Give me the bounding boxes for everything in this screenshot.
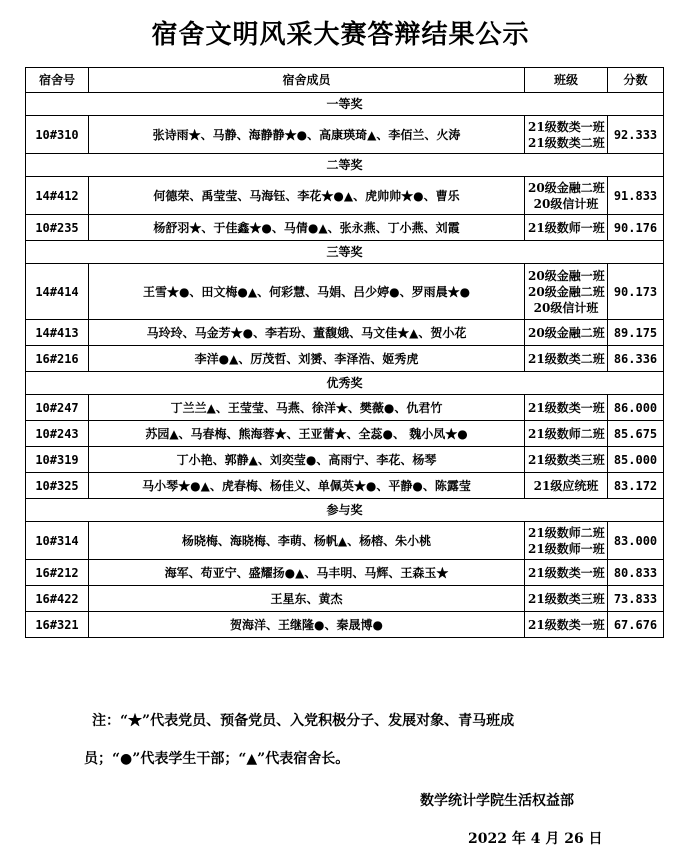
class-name: 21级应统班 xyxy=(533,478,599,493)
class-name: 21级数类二班 xyxy=(528,351,605,366)
score: 67.676 xyxy=(608,612,664,638)
score: 83.000 xyxy=(608,522,664,560)
class-cell xyxy=(525,177,608,215)
dorm-number: 14#413 xyxy=(26,320,89,346)
dorm-number: 10#310 xyxy=(26,116,89,154)
class-cell xyxy=(525,612,608,638)
dorm-members: 苏园▲、马春梅、熊海蓉★、王亚蕾★、全蕊●、 魏小凤★● xyxy=(89,421,525,447)
table-header-row xyxy=(26,68,664,93)
dorm-number: 10#319 xyxy=(26,447,89,473)
class-name: 21级数类一班 xyxy=(528,119,605,134)
dorm-members: 马小琴★●▲、虎春梅、杨佳义、单佩英★●、平静●、陈露莹 xyxy=(89,473,525,499)
score: 83.172 xyxy=(608,473,664,499)
score: 86.336 xyxy=(608,346,664,372)
class-name: 20级金融二班 xyxy=(528,325,605,340)
class-name: 21级数类三班 xyxy=(528,452,605,467)
dorm-number: 14#414 xyxy=(26,264,89,320)
score: 85.000 xyxy=(608,447,664,473)
table-row xyxy=(26,395,664,421)
dorm-number: 10#235 xyxy=(26,215,89,241)
score: 92.333 xyxy=(608,116,664,154)
table-row xyxy=(26,116,664,154)
table-row xyxy=(26,264,664,320)
dorm-members: 马玲玲、马金芳★●、李若玢、董馥娥、马文佳★▲、贺小花 xyxy=(89,320,525,346)
dorm-members: 贺海洋、王继隆●、秦晟博● xyxy=(89,612,525,638)
section-row xyxy=(26,372,664,395)
publish-date: 2022 年 4 月 26 日 xyxy=(468,831,603,847)
dorm-number: 14#412 xyxy=(26,177,89,215)
dorm-members: 海军、苟亚宁、盛耀扬●▲、马丰明、马辉、王森玉★ xyxy=(89,560,525,586)
note-line-2: 员；“●”代表学生干部；“▲”代表宿舍长。 xyxy=(84,751,350,767)
class-name: 20级信计班 xyxy=(533,300,599,315)
class-name: 21级数类三班 xyxy=(528,591,605,606)
dorm-number: 16#212 xyxy=(26,560,89,586)
class-name: 21级数师二班 xyxy=(528,426,605,441)
header-room: 宿舍号 xyxy=(26,68,89,93)
award-level: 二等奖 xyxy=(26,154,664,177)
dorm-number: 10#314 xyxy=(26,522,89,560)
note-line-1: 注：“★”代表党员、预备党员、入党积极分子、发展对象、青马班成 xyxy=(92,713,515,729)
dorm-number: 10#325 xyxy=(26,473,89,499)
table-row xyxy=(26,177,664,215)
table-row xyxy=(26,560,664,586)
dorm-members: 李洋●▲、厉茂哲、刘赟、李泽浩、姬秀虎 xyxy=(89,346,525,372)
header-class: 班级 xyxy=(525,68,608,93)
class-name: 21级数类一班 xyxy=(528,617,605,632)
class-cell xyxy=(525,560,608,586)
class-name: 20级金融二班 xyxy=(528,284,605,299)
score: 73.833 xyxy=(608,586,664,612)
class-name: 21级数师一班 xyxy=(528,541,605,556)
class-cell xyxy=(525,264,608,320)
class-name: 20级金融二班 xyxy=(528,180,605,195)
page-title: 宿舍文明风采大赛答辩结果公示 xyxy=(151,20,530,50)
class-cell xyxy=(525,320,608,346)
table-row xyxy=(26,447,664,473)
score: 90.173 xyxy=(608,264,664,320)
section-row xyxy=(26,499,664,522)
class-cell xyxy=(525,215,608,241)
score: 80.833 xyxy=(608,560,664,586)
header-members: 宿舍成员 xyxy=(89,68,525,93)
class-cell xyxy=(525,447,608,473)
score: 86.000 xyxy=(608,395,664,421)
class-name: 21级数类二班 xyxy=(528,135,605,150)
award-level: 三等奖 xyxy=(26,241,664,264)
dorm-members: 王星东、黄杰 xyxy=(89,586,525,612)
class-name: 20级信计班 xyxy=(533,196,599,211)
header-score: 分数 xyxy=(608,68,664,93)
results-table xyxy=(25,67,664,638)
score: 85.675 xyxy=(608,421,664,447)
table-row xyxy=(26,320,664,346)
table-row xyxy=(26,473,664,499)
dorm-number: 16#422 xyxy=(26,586,89,612)
class-cell xyxy=(525,586,608,612)
class-cell xyxy=(525,522,608,560)
class-name: 21级数师二班 xyxy=(528,525,605,540)
table-row xyxy=(26,522,664,560)
class-name: 21级数类一班 xyxy=(528,565,605,580)
dorm-number: 16#216 xyxy=(26,346,89,372)
score: 89.175 xyxy=(608,320,664,346)
dorm-members: 丁兰兰▲、王莹莹、马燕、徐洋★、樊薇●、仇君竹 xyxy=(89,395,525,421)
section-row xyxy=(26,154,664,177)
table-row xyxy=(26,586,664,612)
score: 91.833 xyxy=(608,177,664,215)
class-name: 21级数师一班 xyxy=(528,220,605,235)
dorm-members: 丁小艳、郭静▲、刘奕莹●、高雨宁、李花、杨琴 xyxy=(89,447,525,473)
class-cell xyxy=(525,346,608,372)
award-level: 一等奖 xyxy=(26,93,664,116)
table-row xyxy=(26,215,664,241)
dorm-members: 张诗雨★、马静、海静静★●、高康瑛琦▲、李佰兰、火涛 xyxy=(89,116,525,154)
dorm-number: 10#247 xyxy=(26,395,89,421)
dorm-members: 何德荣、禹莹莹、马海钰、李花★●▲、虎帅帅★●、曹乐 xyxy=(89,177,525,215)
dorm-number: 16#321 xyxy=(26,612,89,638)
class-cell xyxy=(525,473,608,499)
table-row xyxy=(26,346,664,372)
dorm-number: 10#243 xyxy=(26,421,89,447)
award-level: 参与奖 xyxy=(26,499,664,522)
section-row xyxy=(26,241,664,264)
dorm-members: 杨舒羽★、于佳鑫★●、马倩●▲、张永燕、丁小燕、刘霞 xyxy=(89,215,525,241)
score: 90.176 xyxy=(608,215,664,241)
section-row xyxy=(26,93,664,116)
award-level: 优秀奖 xyxy=(26,372,664,395)
organization-signature: 数学统计学院生活权益部 xyxy=(420,793,574,809)
dorm-members: 杨晓梅、海晓梅、李萌、杨帆▲、杨榕、朱小桃 xyxy=(89,522,525,560)
class-cell xyxy=(525,421,608,447)
class-cell xyxy=(525,395,608,421)
class-cell xyxy=(525,116,608,154)
table-row xyxy=(26,612,664,638)
class-name: 21级数类一班 xyxy=(528,400,605,415)
class-name: 20级金融一班 xyxy=(528,268,605,283)
table-row xyxy=(26,421,664,447)
dorm-members: 王雪★●、田文梅●▲、何彩慧、马娟、吕少婷●、罗雨晨★● xyxy=(89,264,525,320)
